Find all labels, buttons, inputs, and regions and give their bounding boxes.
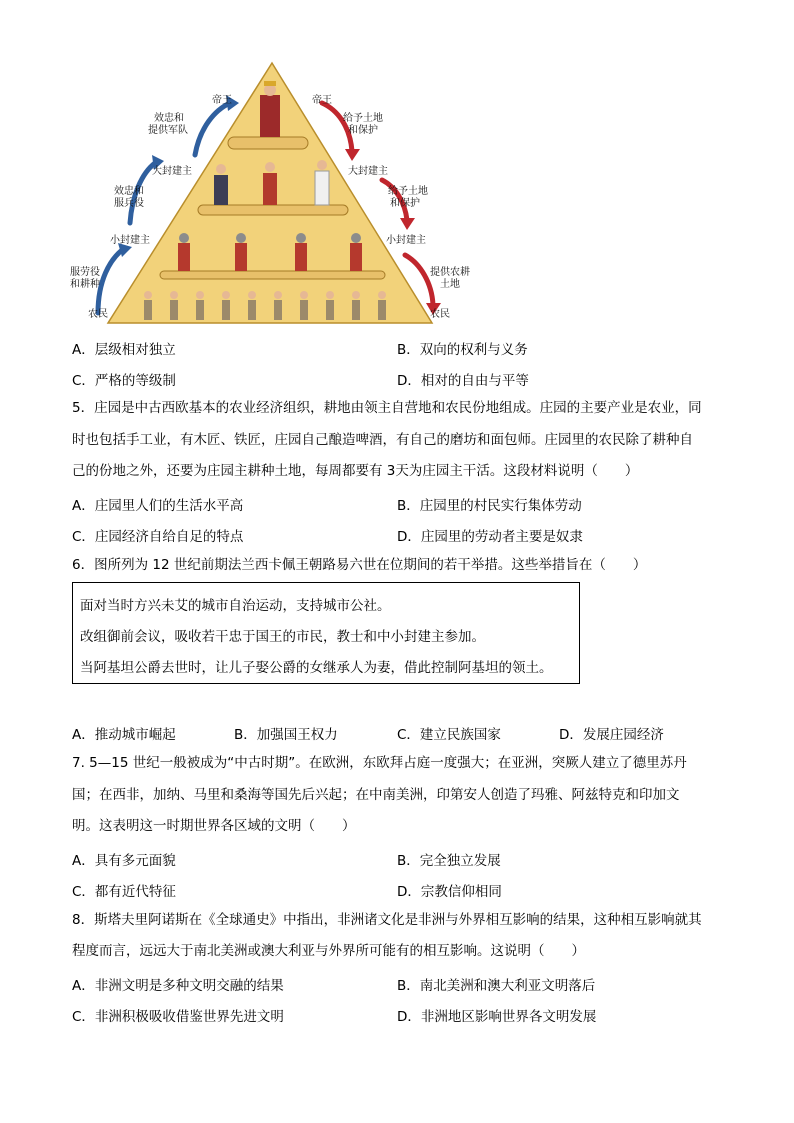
q7-stem-line2: 国；在西非，加纳、马里和桑海等国先后兴起；在中南美洲，印第安人创造了玛雅、阿兹特克和印加文 [72, 787, 680, 803]
q4-option-d[interactable]: D．相对的自由与平等 [397, 373, 529, 389]
q6-option-a[interactable]: A．推动城市崛起 [72, 727, 176, 743]
q8-option-b[interactable]: B．南北美洲和澳大利亚文明落后 [397, 978, 596, 994]
q5-stem-line3: 己的份地之外，还要为庄园主耕种土地，每周都要有 3天为庄园主干活。这段材料说明（ ） [72, 463, 639, 479]
q5-option-b[interactable]: B．庄园里的村民实行集体劳动 [397, 498, 582, 514]
q6-box-line1: 面对当时方兴未艾的城市自治运动，支持城市公社。 [80, 598, 391, 614]
label-right-great-lord: 大封建主 [348, 166, 388, 177]
label-left-duty2-line1: 效忠和 [114, 186, 144, 197]
q8-option-a[interactable]: A．非洲文明是多种文明交融的结果 [72, 978, 284, 994]
label-left-duty2-line2: 服兵役 [114, 198, 144, 209]
q4-option-c[interactable]: C．严格的等级制 [72, 373, 176, 389]
label-left-minor-lord: 小封建主 [110, 235, 150, 246]
label-right-emperor: 帝王 [312, 95, 332, 106]
q6-option-c[interactable]: C．建立民族国家 [397, 727, 501, 743]
q6-option-b[interactable]: B．加强国王权力 [234, 727, 338, 743]
q5-option-a[interactable]: A．庄园里人们的生活水平高 [72, 498, 244, 514]
label-right-grant1-line2: 和保护 [348, 125, 378, 136]
q5-stem-line2: 时也包括手工业，有木匠、铁匠，庄园自己酿造啤酒，有自己的磨坊和面包师。庄园里的农民除了耕种自 [72, 432, 693, 448]
q6-box-line2: 改组御前会议，吸收若干忠于国王的市民，教士和中小封建主参加。 [80, 629, 485, 645]
q6-option-d[interactable]: D．发展庄园经济 [559, 727, 664, 743]
label-left-duty3-line1: 服劳役 [70, 267, 100, 278]
q8-option-d[interactable]: D．非洲地区影响世界各文明发展 [397, 1009, 597, 1025]
q6-stem: 6．图所列为 12 世纪前期法兰西卡佩王朝路易六世在位期间的若干举措。这些举措旨在（ ） [72, 557, 647, 573]
label-left-emperor: 帝王 [212, 95, 232, 106]
label-right-grant3-line1: 提供农耕 [430, 267, 470, 278]
label-left-great-lord: 大封建主 [152, 166, 192, 177]
q5-option-c[interactable]: C．庄园经济自给自足的特点 [72, 529, 244, 545]
label-right-grant2-line1: 给予土地 [388, 186, 428, 197]
q7-option-a[interactable]: A．具有多元面貌 [72, 853, 176, 869]
q4-option-b[interactable]: B．双向的权利与义务 [397, 342, 528, 358]
q5-option-d[interactable]: D．庄园里的劳动者主要是奴隶 [397, 529, 583, 545]
knights-platform [160, 271, 385, 279]
up-arrow-1 [98, 250, 122, 313]
q6-box-line3: 当阿基坦公爵去世时，让儿子娶公爵的女继承人为妻，借此控制阿基坦的领土。 [80, 660, 553, 676]
q8-stem-line2: 程度而言，远远大于南北美洲或澳大利亚与外界所可能有的相互影响。这说明（ ） [72, 943, 585, 959]
king-platform [228, 137, 308, 149]
label-right-minor-lord: 小封建主 [386, 235, 426, 246]
q8-option-c[interactable]: C．非洲积极吸收借鉴世界先进文明 [72, 1009, 284, 1025]
lords-platform [198, 205, 348, 215]
label-left-duty1-line2: 提供军队 [148, 125, 188, 136]
q7-stem-line3: 明。这表明这一时期世界各区域的文明（ ） [72, 818, 356, 834]
label-right-grant3-line2: 土地 [440, 279, 460, 290]
q8-stem-line1: 8．斯塔夫里阿诺斯在《全球通史》中指出，非洲诸文化是非洲与外界相互影响的结果，这种相互影响就其 [72, 912, 702, 928]
q7-option-b[interactable]: B．完全独立发展 [397, 853, 501, 869]
q7-option-c[interactable]: C．都有近代特征 [72, 884, 176, 900]
q7-option-d[interactable]: D．宗教信仰相同 [397, 884, 502, 900]
label-left-duty3-line2: 和耕种 [70, 279, 100, 290]
q7-stem-line1: 7. 5—15 世纪一般被成为“中古时期”。在欧洲，东欧拜占庭一度强大；在亚洲，突厥人建立了德里苏丹 [72, 755, 687, 771]
label-left-duty1-line1: 效忠和 [154, 113, 184, 124]
label-right-grant2-line2: 和保护 [390, 198, 420, 209]
feudal-pyramid-diagram [60, 55, 480, 330]
q5-stem-line1: 5．庄园是中古西欧基本的农业经济组织，耕地由领主自营地和农民份地组成。庄园的主要产业是农业，同 [72, 400, 702, 416]
label-left-peasant: 农民 [88, 309, 108, 320]
q4-option-a[interactable]: A．层级相对独立 [72, 342, 176, 358]
label-right-peasant: 农民 [430, 309, 450, 320]
label-right-grant1-line1: 给予土地 [343, 113, 383, 124]
